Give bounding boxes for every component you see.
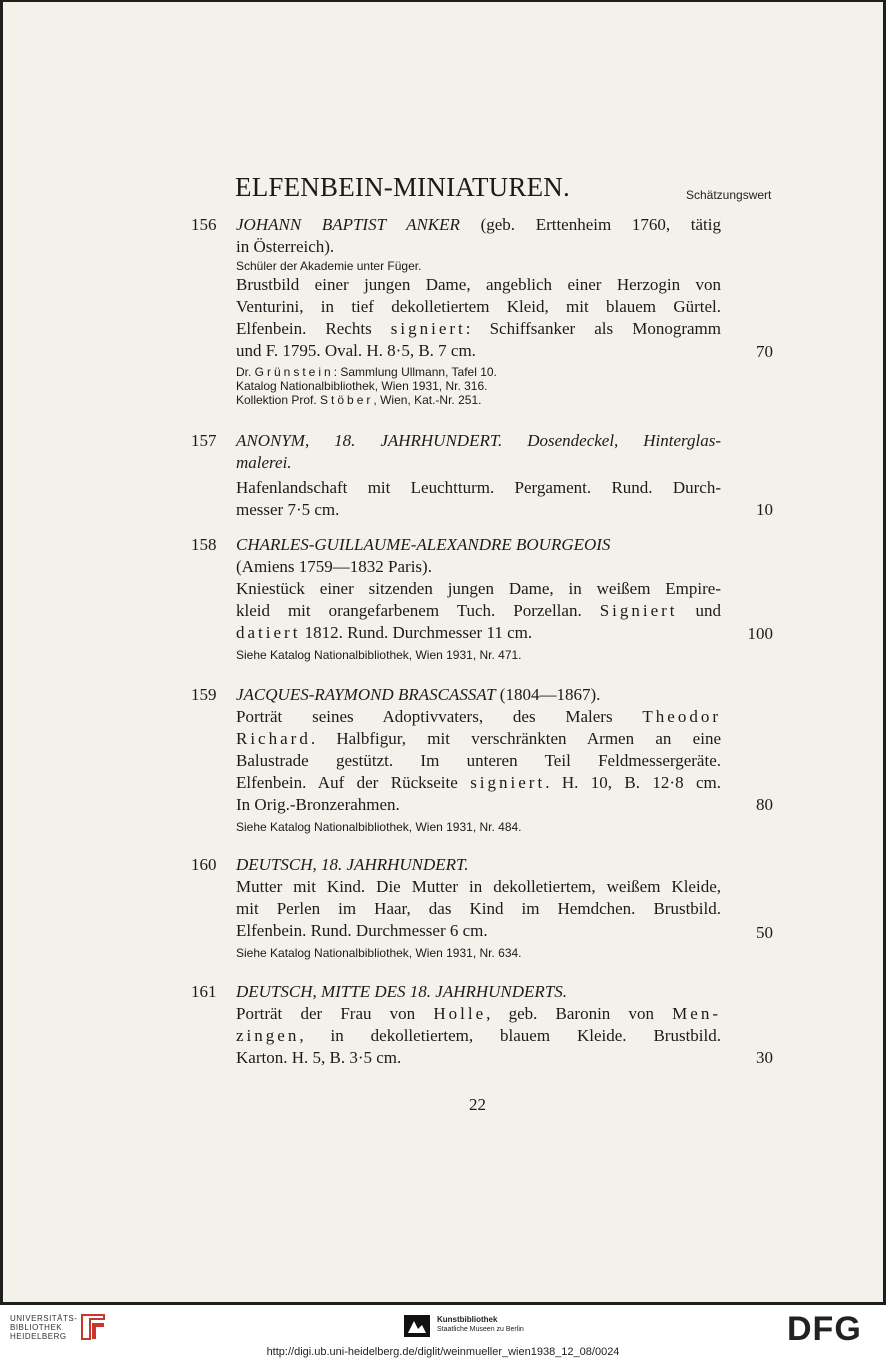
viewer-footer [0,1305,886,1362]
entry-text [236,430,721,521]
university-library-logo[interactable] [10,1314,77,1341]
entry-body-line: und F. 1795. Oval. H. 8·5, B. 7 cm. [236,341,476,360]
entry-body-line [236,772,721,794]
entry-reference: Siehe Katalog Nationalbibliothek, Wien 1931, Nr. 634. [236,946,522,960]
entry-body-line [236,706,721,728]
entry-reference: Siehe Katalog Nationalbibliothek, Wien 1931, Nr. 484. [236,820,522,834]
entry-text [236,981,721,1069]
spaced-text: signiert [390,319,466,338]
entry-number: 161 [191,982,217,1001]
entry-title-line [236,684,721,706]
spaced-text: Grünstein [254,365,334,379]
entry-artist: JACQUES-RAYMOND BRASCASSAT [236,685,496,704]
entry-price: 10 [756,500,773,519]
entry-body-line [236,1025,721,1047]
entry-price: 70 [756,342,773,361]
text-run: . H. 10, B. 12·8 cm. [545,773,721,792]
entry-body-line [236,318,721,340]
entry-artist-dates: (geb. Erttenheim 1760, tätig [459,215,721,234]
entry-title-line: ANONYM, 18. JAHRHUNDERT. Dosendeckel, Hinterglas- [236,431,721,450]
entry-body-line: Brustbild einer jungen Dame, angeblich einer Herzogin von [236,275,721,294]
entry-body-line: Kniestück einer sitzenden jungen Dame, in weißem Empire- [236,579,721,598]
spaced-text: Theodor [642,707,721,726]
text-run: Elfenbein. Auf der Rückseite [236,773,471,792]
kunstbibliothek-logo-icon[interactable] [404,1315,430,1337]
value-column-header: Schätzungswert [686,188,772,202]
entry-reference: Katalog Nationalbibliothek, Wien 1931, Nr. 316. [236,379,488,393]
entry-body-line [236,600,721,622]
text-run: Kollektion Prof. [236,393,321,407]
text-run: Dr. [236,365,255,379]
entry-artist: DEUTSCH, 18. JAHRHUNDERT. [236,855,469,874]
entry-artist: CHARLES-GUILLAUME-ALEXANDRE BOURGEOIS [236,535,611,554]
entry-body-line: Elfenbein. Rund. Durchmesser 6 cm. [236,921,488,940]
entry-line: (Amiens 1759—1832 Paris). [236,557,432,576]
text-run: : Sammlung Ullmann, Tafel 10. [333,365,497,379]
entry-title-line: malerei. [236,453,292,472]
catalog-page [3,2,883,1302]
permalink-url[interactable]: http://digi.ub.uni-heidelberg.de/diglit/weinmueller_wien1938_12_08/0024 [266,1346,620,1358]
entry-body-line: Hafenlandschaft mit Leuchtturm. Pergament. Rund. Durch- [236,478,721,497]
entry-price: 50 [756,923,773,942]
entry-reference: Siehe Katalog Nationalbibliothek, Wien 1931, Nr. 471. [236,648,522,662]
text-run: , geb. Baronin von [486,1004,673,1023]
entry-text [236,534,721,662]
text-run: Porträt seines Adoptivvaters, des Malers [236,707,643,726]
entry-number: 159 [191,685,217,704]
entry-number: 156 [191,215,217,234]
entry-text [236,684,721,834]
kb-subtitle: Staatliche Museen zu Berlin [437,1326,524,1333]
kunstbibliothek-label [437,1315,524,1334]
spaced-text: Men- [672,1004,721,1023]
logo-text: BIBLIOTHEK [10,1323,63,1332]
text-run: und [677,601,722,620]
entry-artist: JOHANN BAPTIST ANKER [236,215,460,234]
entry-body-line: Balustrade gestützt. Im unteren Teil Feldmessergeräte. [236,751,721,770]
spaced-text: datiert [236,623,301,642]
entry-reference [236,365,721,379]
entry-artist-dates: (1804—1867). [495,685,601,704]
page-number: 22 [469,1095,486,1114]
entry-title-line [236,214,721,236]
text-run: Elfenbein. Rechts [236,319,391,338]
entry-body-line [236,1003,721,1025]
spaced-text: Richard [236,729,311,748]
entry-body-line: Venturini, in tief dekolletiertem Kleid, mit blauem Gürtel. [236,297,721,316]
text-run: . Halbfigur, mit verschränkten Armen an eine [310,729,721,748]
logo-text: HEIDELBERG [10,1332,67,1341]
logo-text: UNIVERSITÄTS- [10,1314,78,1323]
spaced-text: Holle [433,1004,487,1023]
entry-number: 158 [191,535,217,554]
entry-artist: DEUTSCH, MITTE DES 18. JAHRHUNDERTS. [236,982,568,1001]
dfg-logo[interactable]: DFG [787,1310,862,1348]
spaced-text: Stöber [320,393,374,407]
university-crest-icon [78,1311,108,1343]
entry-text [236,214,721,407]
spaced-text: zingen [236,1026,300,1045]
entry-body-line: In Orig.-Bronzerahmen. [236,795,400,814]
entry-body-line: Mutter mit Kind. Die Mutter in dekolletiertem, weißem Kleide, [236,877,721,896]
entry-body-line [236,728,721,750]
text-run: , Wien, Kat.-Nr. 251. [373,393,482,407]
text-run: 1812. Rund. Durchmesser 11 cm. [300,623,533,642]
text-run: Porträt der Frau von [236,1004,434,1023]
page-heading: ELFENBEIN-MINIATUREN. [235,172,570,202]
entry-body-line: Karton. H. 5, B. 3·5 cm. [236,1048,402,1067]
kb-name: Kunstbibliothek [437,1315,498,1324]
entry-body-line [236,622,721,644]
spaced-text: signiert [470,773,546,792]
entry-line: in Österreich). [236,237,335,256]
entry-number: 160 [191,855,217,874]
entry-text [236,854,721,960]
spaced-text: Signiert [599,601,678,620]
entry-number: 157 [191,431,217,450]
entry-body-line: messer 7·5 cm. [236,500,340,519]
entry-note: Schüler der Akademie unter Füger. [236,259,422,273]
entry-price: 100 [747,624,773,643]
entry-price: 80 [756,795,773,814]
text-run: kleid mit orangefarbenem Tuch. Porzellan. [236,601,600,620]
entry-body-line: mit Perlen im Haar, das Kind im Hemdchen. Brustbild. [236,899,721,918]
entry-reference [236,393,721,407]
entry-price: 30 [756,1048,773,1067]
text-run: : Schiffsanker als Monogramm [465,319,721,338]
text-run: , in dekolletiertem, blauem Kleide. Brustbild. [299,1026,721,1045]
